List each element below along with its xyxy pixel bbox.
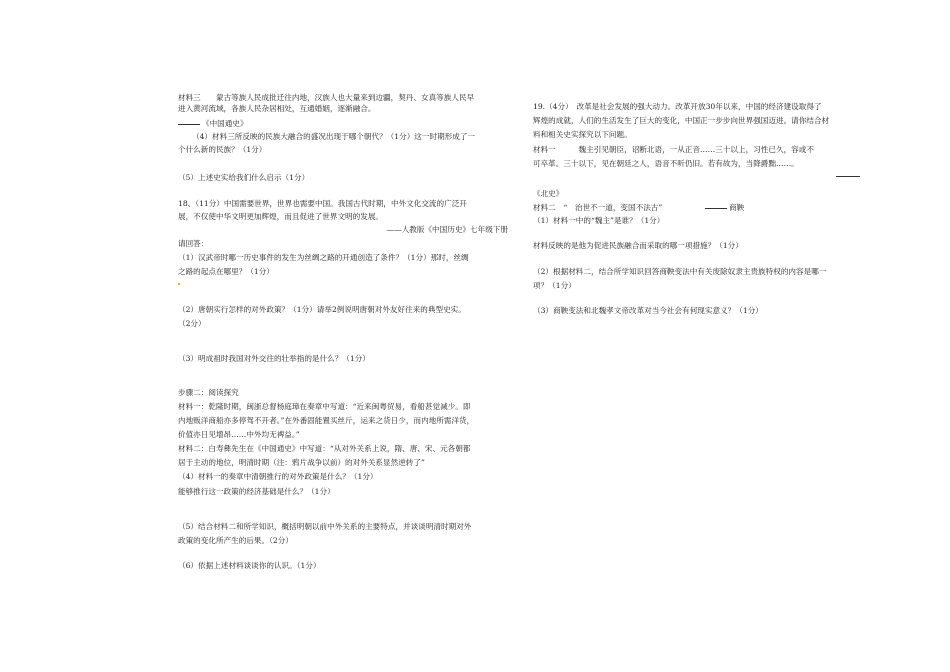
material-line: 材料二 “ 治世不一道，变国不法古” — [533, 203, 663, 212]
question-line: （1）材料一中的“魏主”是谁？（1分） — [533, 216, 665, 225]
source-line: ——人教版《中国历史》七年级下册 — [386, 225, 508, 234]
material-line: 材料一：乾隆时期，闽浙总督杨庭璋在奏章中写道：“近来闽粤贸易，看船甚觉减少。即 — [178, 402, 471, 411]
question-line: （2）唐朝实行怎样的对外政策？（1分）请举2例说明唐朝对外友好往来的典型史实。 — [178, 305, 466, 314]
source-text: 《中国通史》 — [202, 119, 248, 128]
dash-rule — [178, 124, 200, 125]
question-line: 项？（1分） — [533, 281, 576, 290]
question-line: 个什么新的民族？（1分） — [178, 145, 267, 154]
question-line: （5）结合材料二和所学知识，概括明朝以前中外关系的主要特点，并谈谈明清时期对外 — [178, 522, 472, 531]
text-line: 材料三 蒙古等族人民成批迁往内地，汉族人也大量来到边疆，契丹、女真等族人民早 — [178, 93, 475, 102]
question-line: 18、（11分）中国需要世界，世界也需要中国。我国古代时期，中外文化交流的广泛开 — [178, 199, 467, 208]
mark-dot — [178, 283, 180, 285]
material-line: 材料二：白寿彝先生在《中国通史》中写道：“从对外关系上说，隋、唐、宋、元各朝都 — [178, 444, 471, 453]
question-line: （5）上述史实给我们什么启示（1分） — [178, 173, 310, 182]
material-line: 材料一 魏主引见朝臣，诏断北语，一从正音……三十以上，习性已久，容或不 — [533, 145, 814, 154]
dash-rule — [705, 208, 727, 209]
question-line: 能够推行这一政策的经济基础是什么？（1分） — [178, 487, 335, 496]
material-line: 内地贩洋商船亦多停驾不开者。”在外番固能置买丝斤，运来之货日少，而内地所需洋货， — [178, 416, 475, 425]
question-line: （2）根据材料二，结合所学知识回答商鞅变法中有关废除奴隶主贵族特权的内容是哪一 — [533, 267, 827, 276]
question-line: （3）商鞅变法和北魏孝文帝改革对当今社会有何现实意义？（1分） — [533, 306, 763, 315]
text-line: 辉煌的成就，人们的生活发生了巨大的变化，中国正一步步向世界强国迈进。请你结合材 — [533, 116, 830, 125]
text-line: 进入黄河流域，各族人民杂居相处，互通婚姻，逐渐融合。 — [178, 104, 376, 113]
source-line — [178, 118, 508, 129]
material-line: 价值亦日见增昂……中外均无裨益。” — [178, 430, 300, 439]
material-line: 居于主动的地位，明清时期（注：鸦片战争以前）的对外关系显然逆转了” — [178, 458, 425, 467]
section-heading: 步骤二：阅读探究 — [178, 388, 239, 397]
question-line: （3）明成祖时我国对外交往的壮举指的是什么？（1分） — [178, 354, 370, 363]
question-line: （1）汉武帝时哪一历史事件的发生为丝绸之路的开通创造了条件？（1分）那时，丝绸 — [178, 253, 469, 262]
question-line: （6）依据上述材料谈谈你的认识。（1分） — [178, 561, 321, 570]
text-line: 展，不仅使中华文明更加辉煌，而且促进了世界文明的发展。 — [178, 212, 384, 221]
question-line: 之路的起点在哪里？（1分） — [178, 267, 274, 276]
question-line: （2分） — [178, 319, 206, 328]
text-line: 请回答： — [178, 239, 209, 248]
source-text: 商鞅 — [729, 203, 745, 212]
question-line: （4）材料三所反映的民族大融合的盛况出现于哪个朝代？（1分）这一时期形成了一 — [192, 132, 476, 141]
question-line: 政策的变化所产生的后果。（2分） — [178, 536, 293, 545]
dash-rule — [836, 176, 860, 177]
text-line: 料和相关史实探究以下问题。 — [533, 130, 632, 139]
material-line: 可卒革。三十以下，见在朝廷之人，语音不听仍旧。若有故为，当降爵黜……。 — [533, 159, 799, 168]
question-line: 材料反映的是他为促进民族融合而采取的哪一项措施？（1分） — [533, 241, 743, 250]
question-line: （4）材料一的奏章中清朝推行的对外政策是什么？（1分） — [178, 472, 378, 481]
source-line — [705, 202, 865, 213]
source-line: 《北史》 — [533, 189, 564, 198]
question-line: 19.（4分） 改革是社会发展的强大动力。改革开放30年以来，中国的经济建设取得了 — [533, 102, 822, 111]
